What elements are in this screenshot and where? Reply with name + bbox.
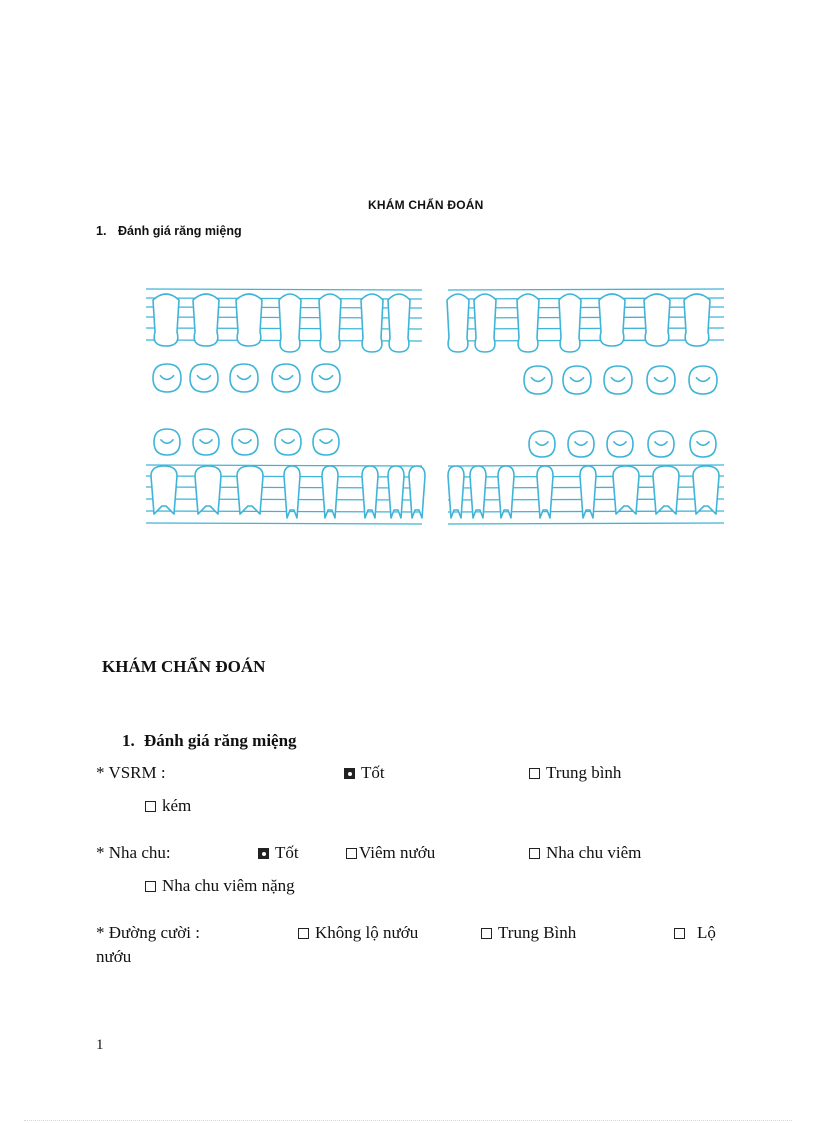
upper-tooth bbox=[447, 294, 469, 352]
lower-tooth bbox=[237, 466, 263, 514]
nha-chu-option-nha-chu-viem[interactable] bbox=[529, 843, 641, 863]
lower-tooth bbox=[362, 466, 378, 518]
lower-tooth bbox=[151, 466, 177, 514]
lower-tooth bbox=[322, 466, 338, 518]
upper-tooth bbox=[319, 294, 341, 352]
lower-tooth bbox=[613, 466, 639, 514]
form-section-number: 1. bbox=[122, 731, 135, 750]
chart-title: KHÁM CHẨN ĐOÁN bbox=[368, 198, 484, 212]
duong-cuoi-option-khong-lo-nuou[interactable] bbox=[298, 923, 418, 943]
lower-tooth bbox=[448, 466, 464, 518]
vsrm-option-tot[interactable] bbox=[344, 763, 385, 783]
nha-chu-label: * Nha chu: bbox=[96, 843, 171, 862]
chart-section-title: Đánh giá răng miệng bbox=[118, 224, 242, 238]
form-title: KHÁM CHẨN ĐOÁN bbox=[102, 657, 266, 676]
lower-tooth bbox=[388, 466, 404, 518]
lower-tooth bbox=[470, 466, 486, 518]
lower-tooth bbox=[284, 466, 300, 518]
option-label: kém bbox=[162, 796, 192, 815]
upper-tooth bbox=[361, 294, 383, 352]
checkbox-checked[interactable] bbox=[344, 768, 355, 779]
chart-guide-line bbox=[146, 523, 422, 524]
nha-chu-option-tot[interactable] bbox=[258, 843, 299, 863]
upper-tooth bbox=[517, 294, 539, 352]
upper-tooth bbox=[279, 294, 301, 352]
checkbox[interactable] bbox=[145, 801, 156, 812]
checkbox[interactable] bbox=[529, 848, 540, 859]
upper-tooth bbox=[559, 294, 581, 352]
duong-cuoi-option-trung-binh[interactable] bbox=[481, 923, 576, 943]
checkbox[interactable] bbox=[529, 768, 540, 779]
checkbox[interactable] bbox=[145, 881, 156, 892]
checkbox[interactable] bbox=[481, 928, 492, 939]
lower-tooth bbox=[537, 466, 553, 518]
chart-section-number: 1. bbox=[96, 224, 107, 238]
lower-tooth bbox=[498, 466, 514, 518]
lower-tooth bbox=[195, 466, 221, 514]
page-number: 1 bbox=[96, 1037, 104, 1053]
upper-tooth bbox=[153, 294, 179, 346]
form-section-title: Đánh giá răng miệng bbox=[144, 731, 297, 750]
upper-tooth bbox=[236, 294, 262, 346]
chart-guide-line bbox=[448, 523, 724, 524]
chart-guide-line bbox=[146, 289, 422, 290]
lower-tooth bbox=[693, 466, 719, 514]
nha-chu-option-viem-nuou[interactable] bbox=[346, 843, 435, 863]
lower-tooth bbox=[580, 466, 596, 518]
lower-tooth bbox=[409, 466, 425, 518]
checkbox[interactable] bbox=[674, 928, 685, 939]
option-label: Nha chu viêm nặng bbox=[162, 876, 295, 895]
checkbox-checked[interactable] bbox=[258, 848, 269, 859]
upper-tooth bbox=[193, 294, 219, 346]
duong-cuoi-option-lo[interactable] bbox=[674, 923, 716, 943]
duong-cuoi-wrap-text: nướu bbox=[96, 947, 132, 966]
vsrm-label: * VSRM : bbox=[96, 763, 166, 782]
vsrm-option-trung-binh[interactable] bbox=[529, 763, 621, 783]
option-label: Tốt bbox=[275, 843, 299, 862]
chart-guide-line bbox=[146, 511, 422, 512]
upper-tooth bbox=[388, 294, 410, 352]
option-label: Trung Bình bbox=[498, 923, 577, 942]
option-label: Không lộ nướu bbox=[315, 923, 419, 942]
duong-cuoi-label: * Đường cười : bbox=[96, 923, 200, 942]
option-label: Viêm nướu bbox=[359, 843, 436, 862]
chart-section-heading bbox=[96, 224, 242, 238]
dental-chart bbox=[140, 280, 730, 540]
upper-tooth bbox=[644, 294, 670, 346]
upper-tooth bbox=[599, 294, 625, 346]
option-label: Lộ bbox=[697, 923, 716, 942]
nha-chu-option-nang[interactable] bbox=[145, 876, 295, 896]
checkbox[interactable] bbox=[298, 928, 309, 939]
lower-tooth bbox=[653, 466, 679, 514]
footer-divider bbox=[24, 1120, 792, 1121]
chart-guide-line bbox=[448, 289, 724, 290]
upper-tooth bbox=[684, 294, 710, 346]
option-label: Tốt bbox=[361, 763, 385, 782]
upper-tooth bbox=[474, 294, 496, 352]
chart-guide-line bbox=[146, 499, 422, 500]
form-section-heading bbox=[122, 731, 297, 751]
option-label: Trung bình bbox=[546, 763, 622, 782]
option-label: Nha chu viêm bbox=[546, 843, 642, 862]
vsrm-option-kem[interactable] bbox=[145, 796, 191, 816]
checkbox[interactable] bbox=[346, 848, 357, 859]
chart-guide-line bbox=[146, 465, 422, 466]
